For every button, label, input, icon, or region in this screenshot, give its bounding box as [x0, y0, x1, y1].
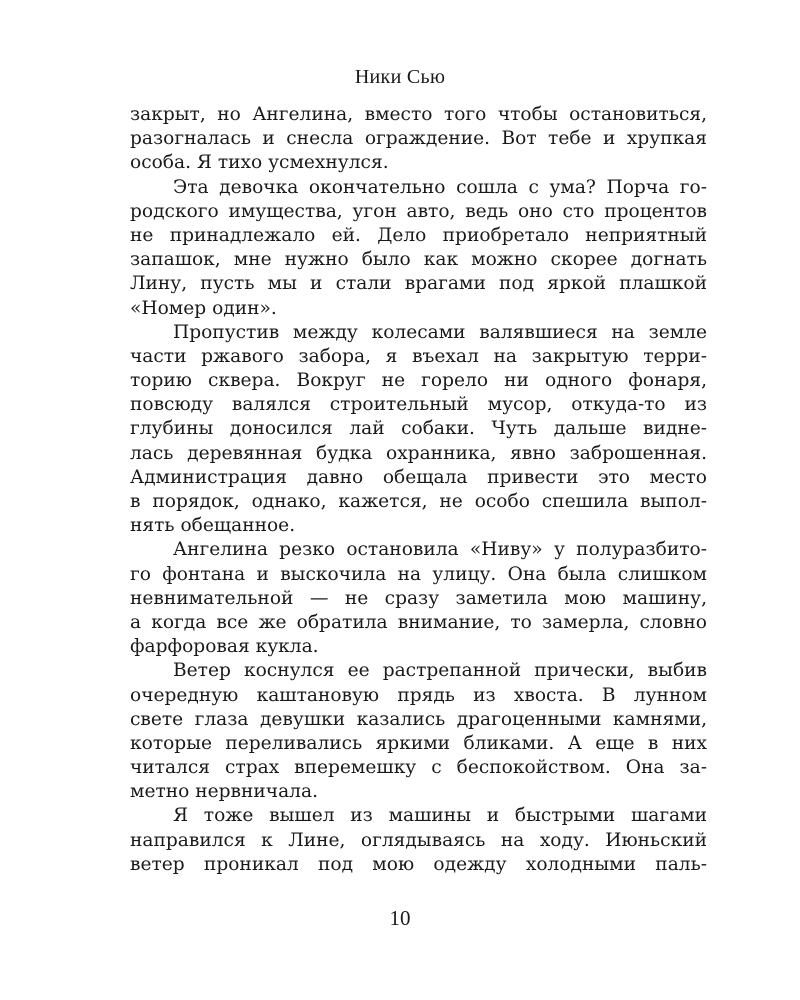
text-line: «Номер один». — [130, 297, 277, 319]
text-line: особа. Я тихо усмехнулся. — [130, 152, 389, 174]
text-line: Администрация давно обещала привести это место — [130, 466, 707, 488]
page-number: 10 — [389, 906, 411, 930]
text-line: ветер проникал под мою одежду холодными паль- — [130, 853, 707, 875]
text-line: Пропустив между колесами валявшиеся на земле — [173, 321, 707, 343]
body-text — [130, 103, 707, 877]
text-line: глубины доносился лай собаки. Чуть дальше видне- — [130, 418, 707, 440]
text-line: читался страх вперемешку с беспокойством. Она за- — [130, 757, 707, 779]
text-line: Я тоже вышел из машины и быстрыми шагами — [173, 805, 707, 827]
text-line: торию сквера. Вокруг не горело ни одного фонаря, — [130, 370, 707, 392]
text-line: повсюду валялся строительный мусор, откуда-то из — [130, 394, 707, 416]
text-line: Ветер коснулся ее растрепанной прически, выбив — [173, 660, 707, 682]
text-line: родского имущества, угон авто, ведь оно сто процентов — [130, 200, 707, 222]
text-line: разогналась и снесла ограждение. Вот тебе и хрупкая — [130, 128, 707, 150]
text-line: в порядок, однако, кажется, не особо спешила выпол- — [130, 491, 707, 512]
text-line: направился к Лине, оглядываясь на ходу. Июньский — [130, 829, 707, 851]
text-line: Ангелина резко остановила «Ниву» у полуразбито- — [173, 539, 707, 561]
text-line: лась деревянная будка охранника, явно заброшенная. — [130, 442, 707, 464]
text-line: части ржавого забора, я въехал на закрытую терри- — [130, 345, 707, 367]
running-head-author: Ники Сью — [354, 66, 446, 88]
text-line: закрыт, но Ангелина, вместо того чтобы остановиться, — [130, 104, 707, 125]
text-line: очередную каштановую прядь из хвоста. В лунном — [130, 684, 707, 706]
text-line: которые переливались яркими бликами. А еще в них — [130, 732, 707, 754]
text-line: Эта девочка окончательно сошла с ума? Порча го- — [173, 176, 707, 198]
text-line: Лину, пусть мы и стали врагами под яркой плашкой — [130, 273, 707, 295]
text-line: невнимательной — не сразу заметила мою машину, — [130, 587, 707, 609]
text-line: го фонтана и выскочила на улицу. Она была слишком — [130, 563, 707, 585]
text-line: запашок, мне нужно было как можно скорее догнать — [130, 249, 707, 271]
text-line: не принадлежало ей. Дело приобретало неприятный — [130, 224, 707, 246]
text-line: свете глаза девушки казались драгоценными камнями, — [130, 708, 707, 730]
text-line: фарфоровая кукла. — [130, 636, 319, 658]
text-line: а когда все же обратила внимание, то замерла, словно — [130, 611, 707, 633]
text-line: нять обещанное. — [130, 515, 296, 537]
text-line: метно нервничала. — [130, 781, 318, 803]
